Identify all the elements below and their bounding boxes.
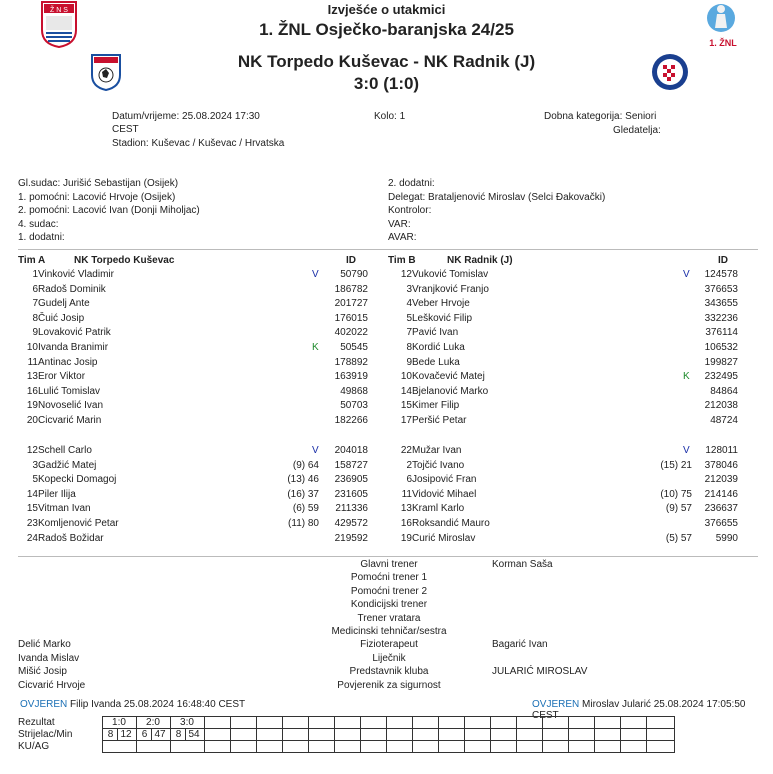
player-row [0, 297, 773, 311]
official-line: Kontrolor: [388, 205, 432, 216]
substitution-info: (11) 80 [288, 518, 319, 529]
row-label: Rezultat [18, 717, 55, 728]
scorer-cell: 8 12 [102, 729, 136, 741]
player-row [0, 414, 773, 428]
player-id: 332236 [704, 312, 738, 324]
staff-member-team-b: Korman Saša [492, 559, 553, 570]
team-a-label: Tim A [18, 255, 46, 266]
player-number: 16 [26, 385, 38, 397]
player-id: 204018 [334, 445, 368, 456]
player-id: 376655 [704, 518, 738, 529]
substitution-info: (9) 57 [665, 503, 692, 515]
player-id: 50703 [340, 400, 368, 412]
home-club-crest [90, 53, 122, 91]
player-name: Radoš Božidar [38, 532, 104, 544]
player-number: 20 [26, 415, 38, 426]
goalkeeper-mark: V [683, 269, 690, 280]
scorer-cell: 8 54 [170, 729, 204, 741]
player-name: Cicvarić Marin [38, 415, 102, 426]
player-name: Vranjković Franjo [412, 283, 489, 295]
team-b-id-header: ID [718, 255, 728, 266]
score-cell: 3:0 [170, 717, 204, 729]
match-timezone: CEST [112, 124, 139, 135]
player-name: Pavić Ivan [412, 327, 459, 339]
player-row [0, 283, 773, 297]
player-number: 23 [26, 518, 38, 529]
player-number: 7 [32, 298, 38, 310]
player-number: 5 [406, 312, 412, 324]
player-row [0, 385, 773, 399]
player-number: 6 [406, 474, 412, 486]
substitution-info: (5) 57 [665, 532, 692, 544]
player-name: Eror Viktor [38, 371, 86, 383]
player-row [0, 312, 773, 326]
officials-left [18, 177, 200, 245]
player-name: Schell Carlo [38, 445, 92, 456]
player-number: 13 [26, 371, 38, 383]
official-line: 2. pomoćni: Lacović Ivan (Donji Miholjac) [18, 205, 200, 216]
verified-text: Filip Ivanda 25.08.2024 16:48:40 CEST [70, 699, 246, 710]
player-name: Josipović Fran [412, 474, 477, 486]
official-line: Gl.sudac: Jurišić Sebastijan (Osijek) [18, 178, 179, 189]
player-number: 19 [26, 400, 38, 412]
match-round: Kolo: 1 [374, 111, 406, 122]
verified-text: Miroslav Jularić 25.08.2024 17:05:50 CEST [532, 699, 746, 721]
player-name: Vitman Ivan [38, 503, 91, 515]
staff-role: Pomoćni trener 2 [350, 585, 428, 597]
player-row [0, 517, 773, 531]
player-id: 376653 [704, 283, 738, 295]
scorer-cell: 6 47 [136, 729, 170, 741]
player-name: Lešković Filip [412, 312, 473, 324]
player-row [0, 532, 773, 546]
officials-right [388, 177, 605, 245]
player-id: 49868 [340, 385, 368, 397]
row-label: Strijelac/Min [18, 729, 73, 740]
player-name: Curić Miroslav [412, 532, 476, 544]
league-logo-text: 1. ŽNL [709, 38, 737, 48]
player-row [0, 370, 773, 384]
official-line: Delegat: Brataljenović Miroslav (Selci Đakovački) [388, 191, 606, 203]
player-row [0, 473, 773, 487]
player-number: 7 [406, 327, 412, 339]
official-line: AVAR: [388, 232, 417, 243]
player-row [0, 488, 773, 502]
staff-role: Kondicijski trener [350, 599, 428, 611]
player-row [0, 502, 773, 516]
player-id: 376114 [705, 327, 738, 339]
staff-role: Predstavnik kluba [349, 666, 429, 678]
goalkeeper-mark: V [312, 445, 319, 456]
staff-member-team-b: Bagarić Ivan [492, 639, 548, 651]
player-id: 231605 [334, 488, 368, 500]
player-number: 9 [406, 356, 412, 368]
substitution-info: (13) 46 [287, 474, 319, 486]
team-a-verification [20, 699, 245, 710]
player-row [0, 326, 773, 340]
official-line: 4. sudac: [18, 218, 59, 230]
age-category: Dobna kategorija: Seniori [544, 111, 657, 122]
spectators: Gledatelja: [613, 125, 661, 136]
player-number: 13 [400, 503, 412, 515]
player-id: 106532 [704, 342, 738, 353]
player-number: 19 [400, 532, 412, 544]
player-number: 15 [400, 400, 412, 412]
official-line: 1. dodatni: [18, 232, 65, 243]
result-table [18, 716, 675, 753]
player-number: 9 [32, 327, 38, 339]
player-id: 212039 [704, 474, 738, 486]
player-id: 124578 [704, 269, 738, 280]
player-number: 10 [400, 371, 412, 383]
player-row [0, 356, 773, 370]
player-name: Vinković Vladimir [38, 269, 114, 280]
player-name: Radoš Dominik [38, 283, 106, 295]
player-row [0, 341, 773, 355]
report-title: Izvješće o utakmici [327, 2, 446, 17]
staff-role: Povjerenik za sigurnost [337, 679, 441, 691]
player-number: 3 [32, 459, 38, 471]
player-name: Gudelj Ante [38, 298, 90, 310]
substitution-info: (10) 75 [660, 488, 692, 500]
score-cell: 2:0 [136, 717, 170, 729]
staff-role: Fizioterapeut [360, 639, 418, 651]
player-number: 15 [26, 503, 38, 515]
player-id: 211336 [335, 503, 368, 515]
player-id: 402022 [334, 327, 368, 339]
player-id: 182266 [334, 415, 368, 426]
player-row [0, 399, 773, 413]
staff-role: Glavni trener [360, 559, 418, 570]
player-name: Peršić Petar [412, 415, 467, 426]
player-id: 219592 [334, 532, 368, 544]
player-id: 84864 [710, 385, 738, 397]
player-id: 201727 [334, 298, 368, 310]
player-name: Kimer Filip [412, 400, 460, 412]
player-id: 236905 [334, 474, 368, 486]
staff-member-team-a: Ivanda Mislav [18, 652, 80, 664]
player-number: 11 [401, 488, 412, 500]
substitution-info: (9) 64 [292, 459, 319, 471]
team-b-label: Tim B [388, 255, 416, 266]
score-cell: 1:0 [102, 717, 136, 729]
player-id: 50545 [340, 342, 368, 353]
player-id: 128011 [705, 445, 738, 456]
player-id: 186782 [334, 283, 368, 295]
player-name: Komljenović Petar [38, 518, 119, 529]
player-id: 232495 [704, 371, 738, 383]
player-number: 8 [32, 312, 38, 324]
substitution-info: (16) 37 [287, 488, 319, 500]
goalkeeper-mark: V [312, 269, 319, 280]
match-datetime: Datum/vrijeme: 25.08.2024 17:30 [112, 111, 260, 122]
player-name: Roksandić Mauro [412, 518, 490, 529]
player-row [0, 444, 773, 458]
player-id: 158727 [334, 459, 368, 471]
team-a-name: NK Torpedo Kuševac [74, 255, 175, 266]
official-line: 1. pomoćni: Lacović Hrvoje (Osijek) [18, 191, 176, 203]
substitution-info: (6) 59 [292, 503, 319, 515]
player-number: 22 [400, 445, 412, 456]
match-stadium: Stadion: Kuševac / Kuševac / Hrvatska [112, 138, 285, 149]
player-id: 378046 [704, 459, 738, 471]
divider [18, 556, 758, 557]
verified-label: OVJEREN [532, 699, 580, 710]
staff-member-team-a: Mišić Josip [18, 666, 67, 678]
player-number: 1 [32, 269, 38, 280]
team-a-id-header: ID [346, 255, 356, 266]
player-name: Ivanda Branimir [38, 342, 109, 353]
player-name: Čuić Josip [38, 312, 85, 324]
row-label: KU/AG [18, 741, 50, 752]
player-number: 24 [26, 532, 38, 544]
player-name: Veber Hrvoje [412, 298, 470, 310]
match-score: 3:0 (1:0) [353, 74, 420, 93]
player-name: Kopecki Domagoj [38, 474, 117, 486]
zns-logo-text: Ž N S [50, 7, 68, 14]
player-number: 4 [406, 298, 412, 310]
player-row [0, 459, 773, 473]
player-id: 176015 [334, 312, 368, 324]
divider [18, 249, 758, 250]
player-name: Vidović Mihael [412, 488, 477, 500]
staff-member-team-a: Delić Marko [18, 639, 71, 651]
player-number: 14 [26, 488, 38, 500]
official-line: VAR: [388, 218, 411, 230]
player-number: 11 [27, 356, 38, 368]
player-number: 6 [32, 283, 38, 295]
substitution-info: (15) 21 [660, 459, 692, 471]
staff-member-team-b: JULARIĆ MIROSLAV [492, 666, 588, 678]
team-b-name: NK Radnik (J) [447, 255, 513, 266]
player-id: 212038 [704, 400, 738, 412]
player-id: 429572 [334, 518, 368, 529]
player-name: Piler Ilija [38, 488, 76, 500]
captain-mark: K [312, 342, 319, 353]
player-name: Novoselić Ivan [38, 400, 104, 412]
goalkeeper-mark: V [683, 445, 690, 456]
player-name: Tojčić Ivano [412, 459, 465, 471]
player-name: Bjelanović Marko [412, 385, 489, 397]
player-id: 214146 [704, 488, 738, 500]
match-title: NK Torpedo Kuševac - NK Radnik (J) [237, 52, 536, 71]
player-name: Kordić Luka [412, 342, 465, 353]
player-number: 10 [26, 342, 38, 353]
staff-role: Liječnik [372, 652, 406, 664]
away-club-crest [651, 52, 689, 92]
player-name: Vuković Tomislav [412, 269, 489, 280]
player-number: 3 [406, 283, 412, 295]
staff-member-team-a: Cicvarić Hrvoje [18, 679, 86, 691]
player-name: Kraml Karlo [412, 503, 465, 515]
staff-role: Trener vratara [357, 612, 421, 624]
player-row [0, 268, 773, 282]
player-name: Gadžić Matej [38, 459, 97, 471]
player-number: 8 [406, 342, 412, 353]
player-name: Lulić Tomislav [38, 385, 101, 397]
player-id: 48724 [710, 415, 738, 426]
player-number: 14 [400, 385, 412, 397]
player-number: 17 [400, 415, 412, 426]
captain-mark: K [683, 371, 690, 383]
player-id: 50790 [340, 269, 368, 280]
player-id: 178892 [334, 356, 368, 368]
player-name: Lovaković Patrik [38, 327, 111, 339]
player-number: 16 [400, 518, 412, 529]
player-number: 12 [400, 269, 412, 280]
official-line: 2. dodatni: [388, 178, 435, 189]
player-id: 5990 [715, 532, 738, 544]
player-name: Antinac Josip [38, 356, 98, 368]
staff-role: Pomoćni trener 1 [350, 572, 428, 584]
player-name: Mužar Ivan [412, 445, 462, 456]
staff-role: Medicinski tehničar/sestra [331, 626, 447, 637]
player-number: 5 [32, 474, 38, 486]
player-id: 163919 [334, 371, 368, 383]
player-number: 12 [26, 445, 38, 456]
player-name: Bede Luka [412, 356, 460, 368]
verified-label: OVJEREN [20, 699, 68, 710]
player-number: 2 [406, 459, 412, 471]
league-title: 1. ŽNL Osječko-baranjska 24/25 [259, 20, 514, 39]
player-id: 199827 [704, 356, 738, 368]
player-id: 343655 [704, 298, 738, 310]
player-name: Kovačević Matej [412, 371, 485, 383]
player-id: 236637 [704, 503, 738, 515]
